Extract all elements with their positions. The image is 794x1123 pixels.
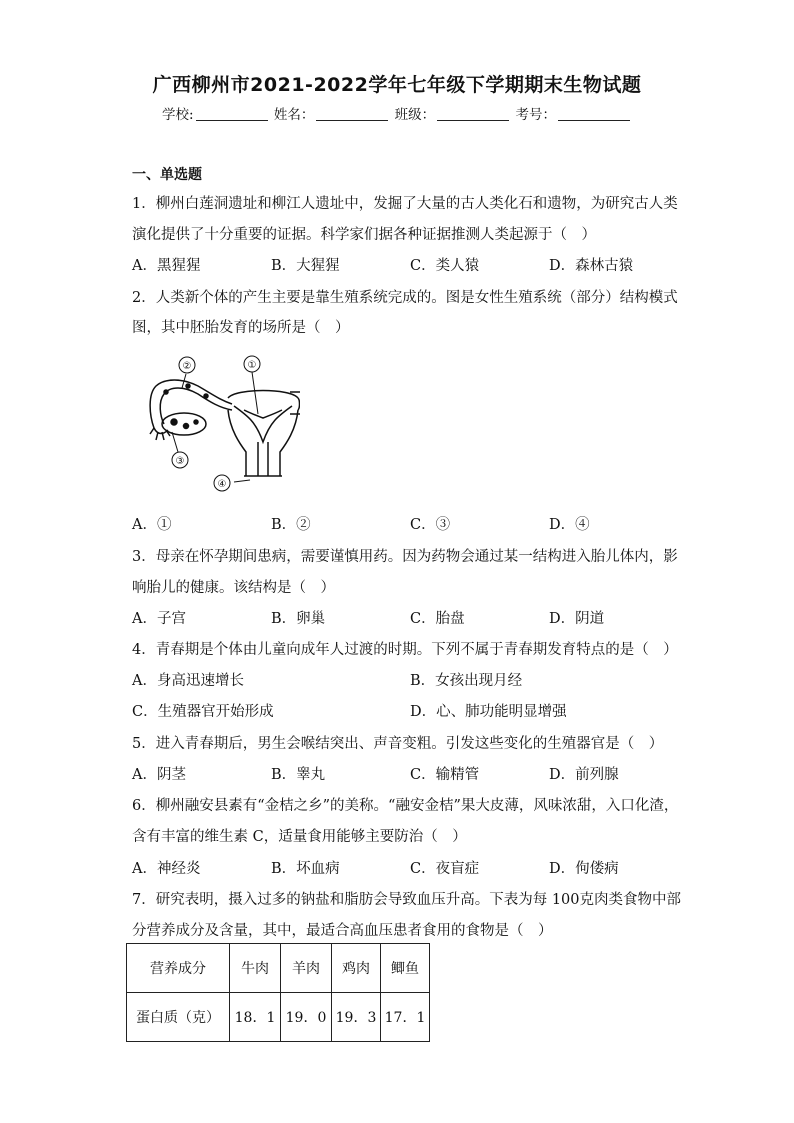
q4-option-b[interactable]: B．女孩出现月经 [410, 673, 523, 689]
q1-option-b[interactable]: B．大猩猩 [271, 258, 340, 274]
q3-option-b[interactable]: B．卵巢 [271, 611, 326, 627]
q1-option-d[interactable]: D．森林古猿 [549, 258, 634, 274]
name-label: 姓名： [273, 107, 315, 123]
label-1: ① [247, 360, 257, 371]
label-4: ④ [217, 479, 227, 490]
q6-line2: 含有丰富的维生素 C，适量食用能够主要防治（ ） [132, 829, 467, 845]
table-row [127, 993, 430, 1042]
q4-option-c[interactable]: C．生殖器官开始形成 [132, 704, 274, 720]
table-header-cell: 鲫鱼 [381, 944, 430, 993]
q7-line1: 7．研究表明，摄入过多的钠盐和脂肪会导致血压升高。下表为每 100克肉类食物中部 [132, 892, 682, 908]
q6-option-a[interactable]: A．神经炎 [132, 861, 201, 877]
table-cell: 17．1 [381, 993, 430, 1042]
q3-line2: 响胎儿的健康。该结构是（ ） [132, 580, 335, 596]
q4-option-d[interactable]: D．心、肺功能明显增强 [410, 704, 567, 720]
q2-line1: 2．人类新个体的产生主要是靠生殖系统完成的。图是女性生殖系统（部分）结构模式 [132, 290, 678, 306]
table-header-row [127, 944, 430, 993]
table-cell: 蛋白质（克） [127, 993, 230, 1042]
q7-line2: 分营养成分及含量，其中，最适合高血压患者食用的食物是（ ） [132, 923, 553, 939]
table-cell: 19．0 [281, 993, 332, 1042]
table-header-cell: 鸡肉 [332, 944, 381, 993]
q2-option-a[interactable]: A．① [132, 517, 172, 533]
q5-option-b[interactable]: B．睾丸 [271, 767, 326, 783]
q6-option-c[interactable]: C．夜盲症 [410, 861, 480, 877]
q1-line1: 1．柳州白莲洞遗址和柳江人遗址中，发掘了大量的古人类化石和遗物，为研究古人类 [132, 196, 678, 212]
q3-option-d[interactable]: D．阴道 [549, 611, 605, 627]
class-label: 班级： [394, 107, 436, 123]
q3-option-a[interactable]: A．子宫 [132, 611, 186, 627]
q3-line1: 3．母亲在怀孕期间患病，需要谨慎用药。因为药物会通过某一结构进入胎儿体内，影 [132, 549, 678, 565]
female-reproductive-system-diagram [140, 352, 300, 497]
q3-option-c[interactable]: C．胎盘 [410, 611, 465, 627]
school-label: 学校: [162, 107, 194, 123]
school-blank[interactable] [196, 106, 268, 121]
q1-option-c[interactable]: C．类人猿 [410, 258, 480, 274]
q6-option-b[interactable]: B．坏血病 [271, 861, 340, 877]
name-blank[interactable] [316, 106, 388, 121]
table-header-cell: 牛肉 [230, 944, 281, 993]
q5-option-a[interactable]: A．阴茎 [132, 767, 186, 783]
number-blank[interactable] [558, 106, 630, 121]
number-label: 考号： [515, 107, 556, 123]
student-info-line [0, 103, 794, 123]
q5-line1: 5．进入青春期后，男生会喉结突出、声音变粗。引发这些变化的生殖器官是（ ） [132, 736, 664, 752]
q5-option-d[interactable]: D．前列腺 [549, 767, 619, 783]
table-cell: 18．1 [230, 993, 281, 1042]
q6-line1: 6．柳州融安县素有“金桔之乡”的美称。“融安金桔”果大皮薄，风味浓甜，入口化渣， [132, 798, 679, 814]
table-header-cell: 营养成分 [127, 944, 230, 993]
table-cell: 19．3 [332, 993, 381, 1042]
q5-option-c[interactable]: C．输精管 [410, 767, 480, 783]
q2-option-b[interactable]: B．② [271, 517, 311, 533]
label-2: ② [182, 361, 192, 372]
page-title: 广西柳州市2021-2022学年七年级下学期期末生物试题 [152, 74, 642, 96]
q2-line2: 图，其中胚胎发育的场所是（ ） [132, 320, 350, 336]
q2-option-d[interactable]: D．④ [549, 517, 590, 533]
q2-option-c[interactable]: C．③ [410, 517, 451, 533]
q4-option-a[interactable]: A．身高迅速增长 [132, 673, 244, 689]
q4-line1: 4．青春期是个体由儿童向成年人过渡的时期。下列不属于青春期发育特点的是（ ） [132, 642, 678, 658]
class-blank[interactable] [437, 106, 509, 121]
section-heading: 一、单选题 [132, 167, 202, 183]
q6-option-d[interactable]: D．佝偻病 [549, 861, 619, 877]
nutrition-table [126, 943, 430, 1042]
label-3: ③ [175, 456, 185, 467]
q1-option-a[interactable]: A．黑猩猩 [132, 258, 201, 274]
table-header-cell: 羊肉 [281, 944, 332, 993]
q1-line2: 演化提供了十分重要的证据。科学家们据各种证据推测人类起源于（ ） [132, 227, 596, 243]
